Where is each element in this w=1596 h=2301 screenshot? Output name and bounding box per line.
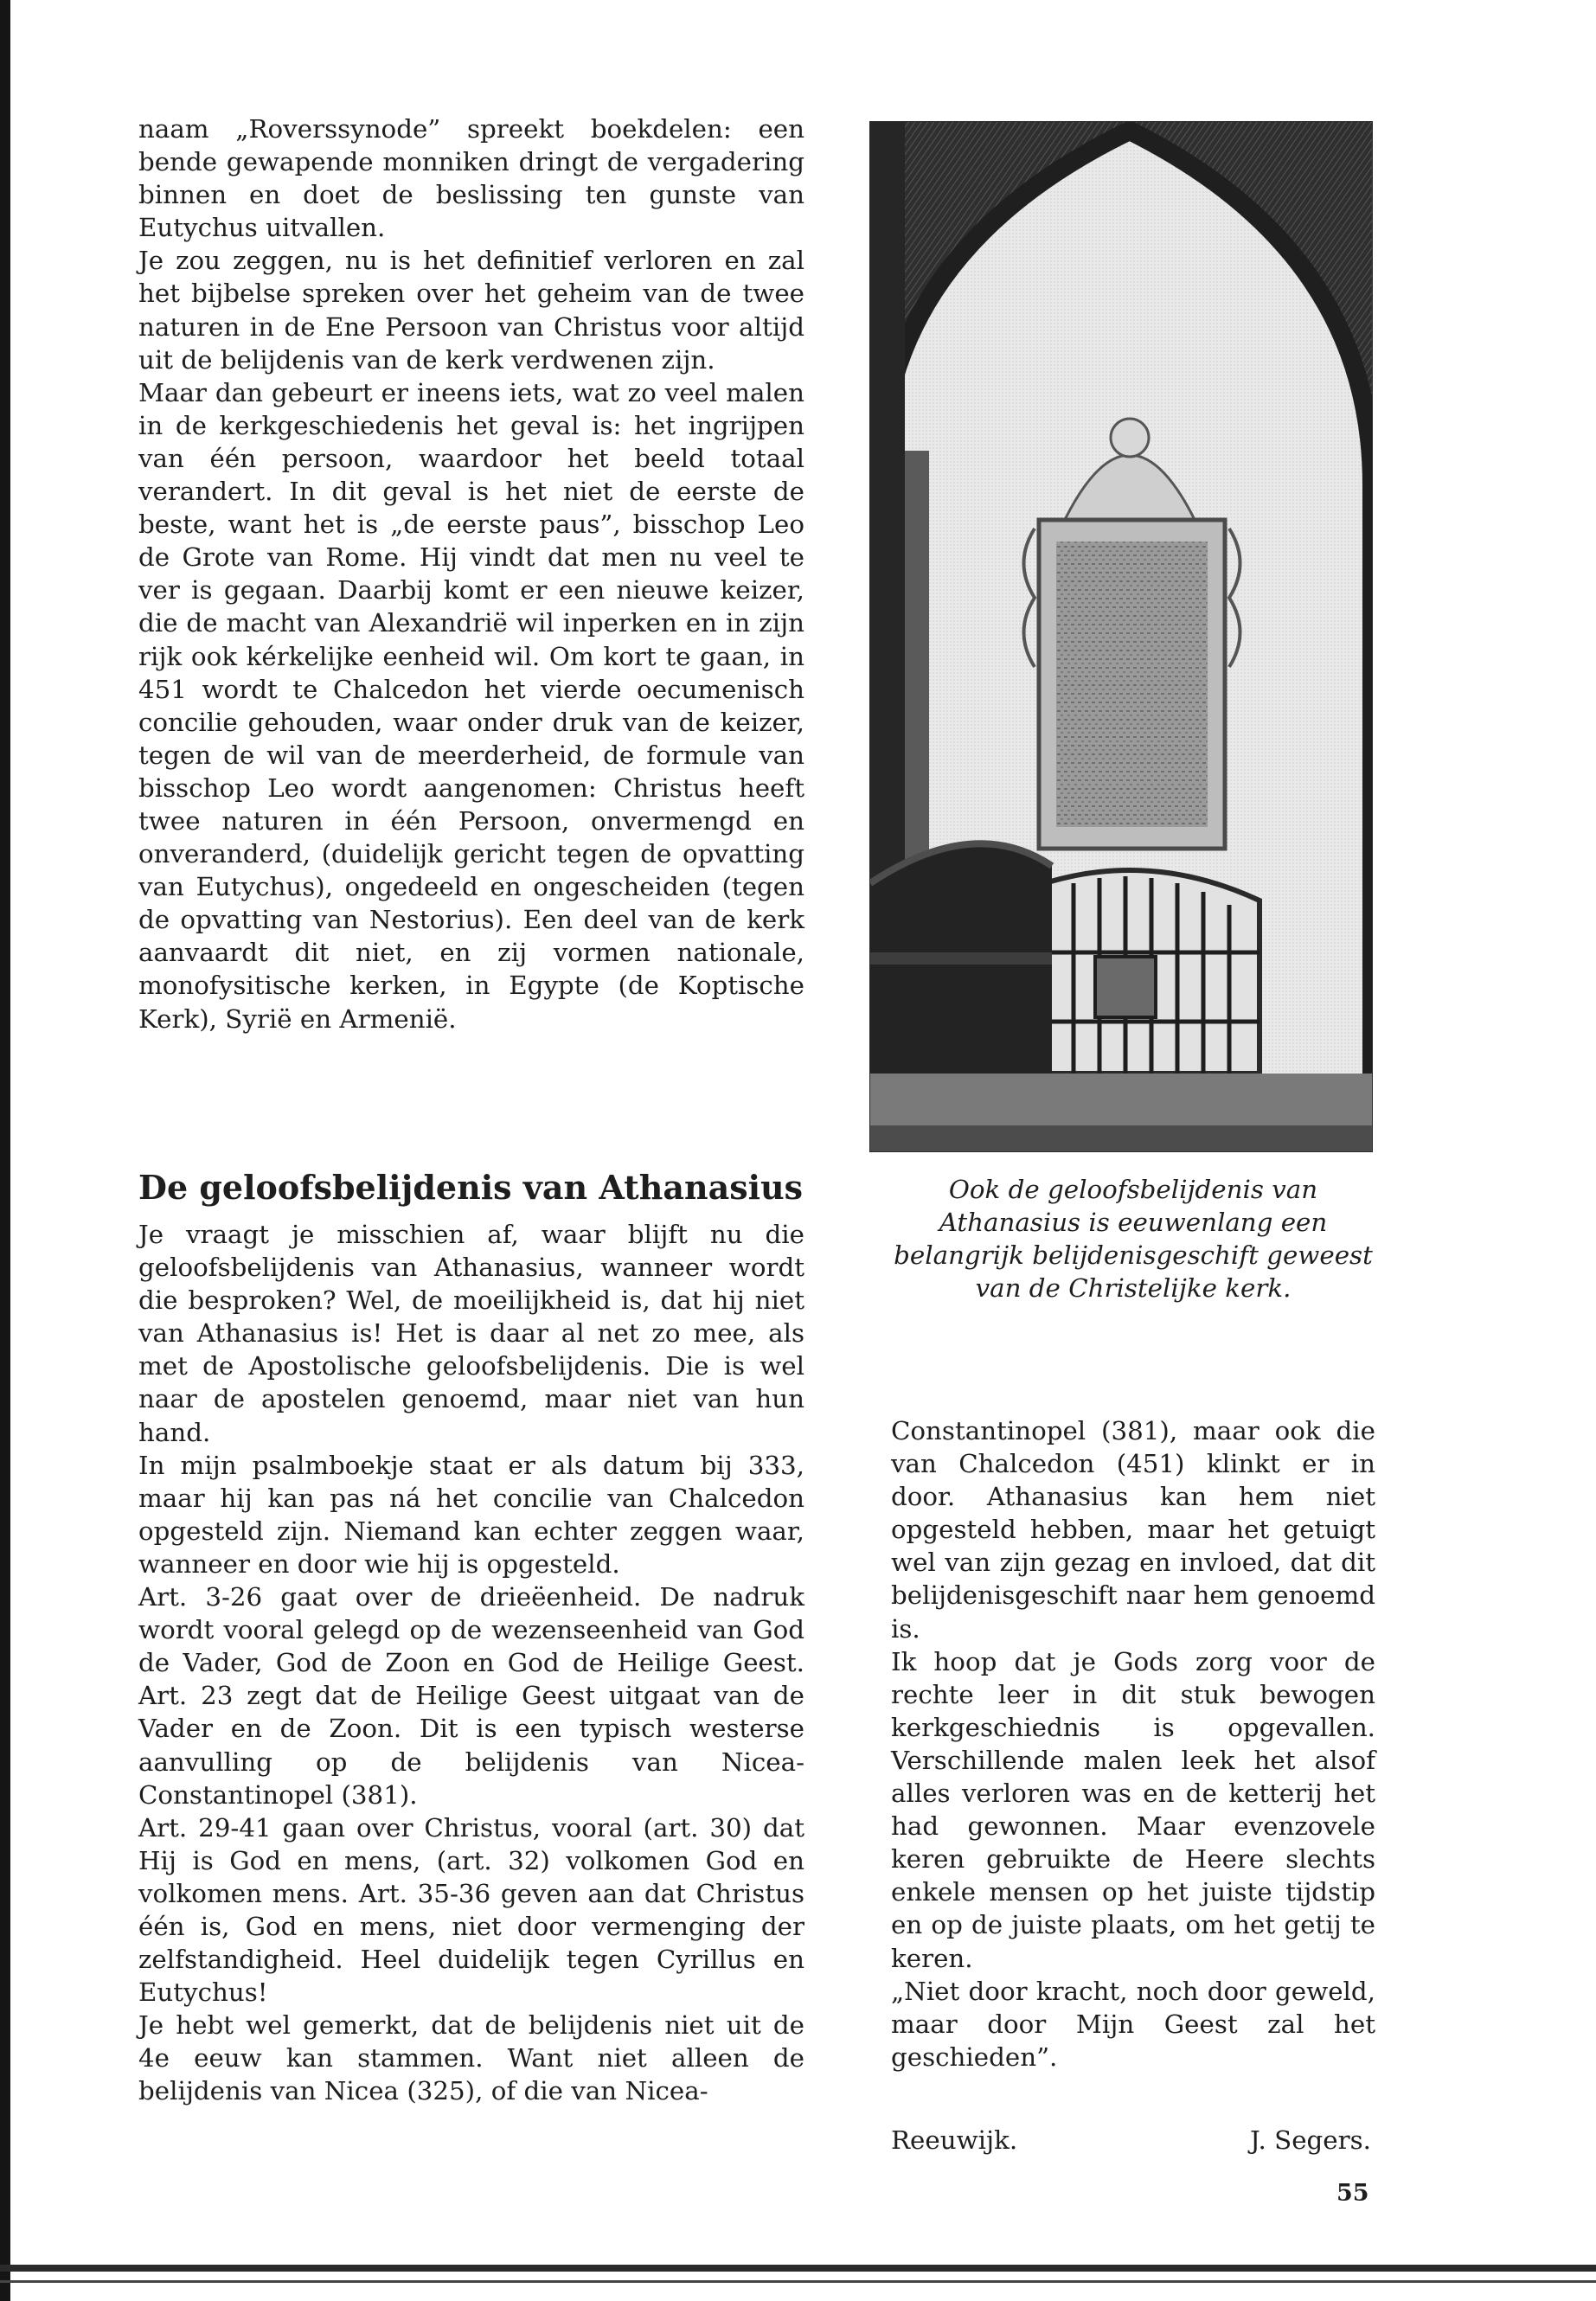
paragraph-gods-zorg: Ik hoop dat je Gods zorg voor de rechte leer in dit stuk bewogen kerkgeschiednis is opgevallen. Verschillende malen leek het alsof alles verloren was en de ketterij het had gewonnen. Maar evenzovele keren gebruikte de Heere slechts enkele mensen op het juiste tijdstip en op de juiste plaats, om het getij te keren. <box>891 1646 1375 1973</box>
paragraph-drieeenheid: Art. 3-26 gaat over de drieëenheid. De nadruk wordt vooral gelegd op de wezenseenheid van God de Vader, God de Zoon en God de Heilige Geest. Art. 23 zegt dat de Heilige Geest uitgaat van de Vader en de Zoon. Dit is een typisch westerse aanvulling op de belijdenis van Nicea-Constantinopel (381). <box>138 1582 804 1810</box>
page-binding-edge <box>0 0 10 2301</box>
signature-place: Reeuwijk. <box>891 2125 1018 2155</box>
paragraph-leo-de-grote: Maar dan gebeurt er ineens iets, wat zo veel malen in de kerkgeschiedenis het geval is: het ingrijpen van één persoon, waardoor het beeld totaal verandert. In dit geval is het niet de eerste de beste, want het is „de eerste paus”, bisschop Leo de Grote van Rome. Hij vindt dat men nu veel te ver is gegaan. Daarbij komt er een nieuwe keizer, die de macht van Alexandrië wil inperken en in zijn rijk ook kérkelijke eenheid wil. Om kort te gaan, in 451 wordt te Chalcedon het vierde oecumenisch concilie gehouden, waar onder druk van de keizer, tegen de wil van de meerderheid, de formule van bisschop Leo wordt aangenomen: Christus heeft twee naturen in één Persoon, onvermengd en onveranderd, (duidelijk gericht tegen de opvatting van Eutychus), ongedeeld en ongescheiden (tegen de opvatting van Nestorius). Een deel van de kerk aanvaardt dit niet, en zij vormen nationale, monofysitische kerken, in Egypte (de Koptische Kerk), Syrië en Armenië. <box>138 377 804 1034</box>
left-column-top <box>138 112 804 1035</box>
bottom-rule-thin <box>0 2280 1596 2283</box>
bottom-rule <box>0 2265 1596 2272</box>
paragraph-psalmboekje: In mijn psalmboekje staat er als datum bij 333, maar hij kan pas ná het concilie van Chalcedon opgesteld zijn. Niemand kan echter zeggen waar, wanneer en door wie hij is opgesteld. <box>138 1450 804 1579</box>
paragraph-constantinopel: Constantinopel (381), maar ook die van Chalcedon (451) klinkt er in door. Athanasius kan hem niet opgesteld hebben, maar het getuigt wel van zijn gezag en invloed, dat dit belijdenisgeschift naar hem genoemd is. <box>891 1416 1375 1644</box>
church-interior-photo <box>869 121 1373 1152</box>
section-heading: De geloofsbelijdenis van Athanasius <box>138 1168 804 1207</box>
paragraph-vierde-eeuw: Je hebt wel gemerkt, dat de belijdenis niet uit de 4e eeuw kan stammen. Want niet alleen de belijdenis van Nicea (325), of die van Nicea- <box>138 2010 804 2106</box>
paragraph-definitief-verloren: Je zou zeggen, nu is het definitief verloren en zal het bijbelse spreken over het geheim van de twee naturen in de Ene Persoon van Christus voor altijd uit de belijdenis van de kerk verdwenen zijn. <box>138 246 804 375</box>
left-column-bottom <box>138 1218 804 2108</box>
photo-caption: Ook de geloofsbelijdenis van Athanasius is eeuwenlang een belangrijk belijdenisgeschift geweest van de Christelijke kerk. <box>894 1175 1373 1303</box>
signature-author: J. Segers. <box>1250 2125 1371 2155</box>
paragraph-waar-blijft: Je vraagt je misschien af, waar blijft nu die geloofsbelijdenis van Athanasius, wanneer wordt die besproken? Wel, de moeilijkheid is, dat hij niet van Athanasius is! Het is daar al net zo mee, als met de Apostolische geloofsbelijdenis. Die is wel naar de apostelen genoemd, maar niet van hun hand. <box>138 1220 804 1447</box>
signature-row <box>891 2124 1375 2158</box>
right-column-bottom <box>891 1414 1375 2073</box>
page-number: 55 <box>1336 2180 1369 2207</box>
paragraph-quote: „Niet door kracht, noch door geweld, maar door Mijn Geest zal het geschieden”. <box>891 1976 1375 2072</box>
paragraph-roverssynode: naam „Roverssynode” spreekt boekdelen: een bende gewapende monniken dringt de vergadering binnen en doet de beslissing ten gunste van Eutychus uitvallen. <box>138 114 804 243</box>
paragraph-christus: Art. 29-41 gaan over Christus, vooral (art. 30) dat Hij is God en mens, (art. 32) volkomen God en volkomen mens. Art. 35-36 geven aan dat Christus één is, God en mens, niet door vermenging der zelfstandigheid. Heel duidelijk tegen Cyrillus en Eutychus! <box>138 1812 804 2008</box>
